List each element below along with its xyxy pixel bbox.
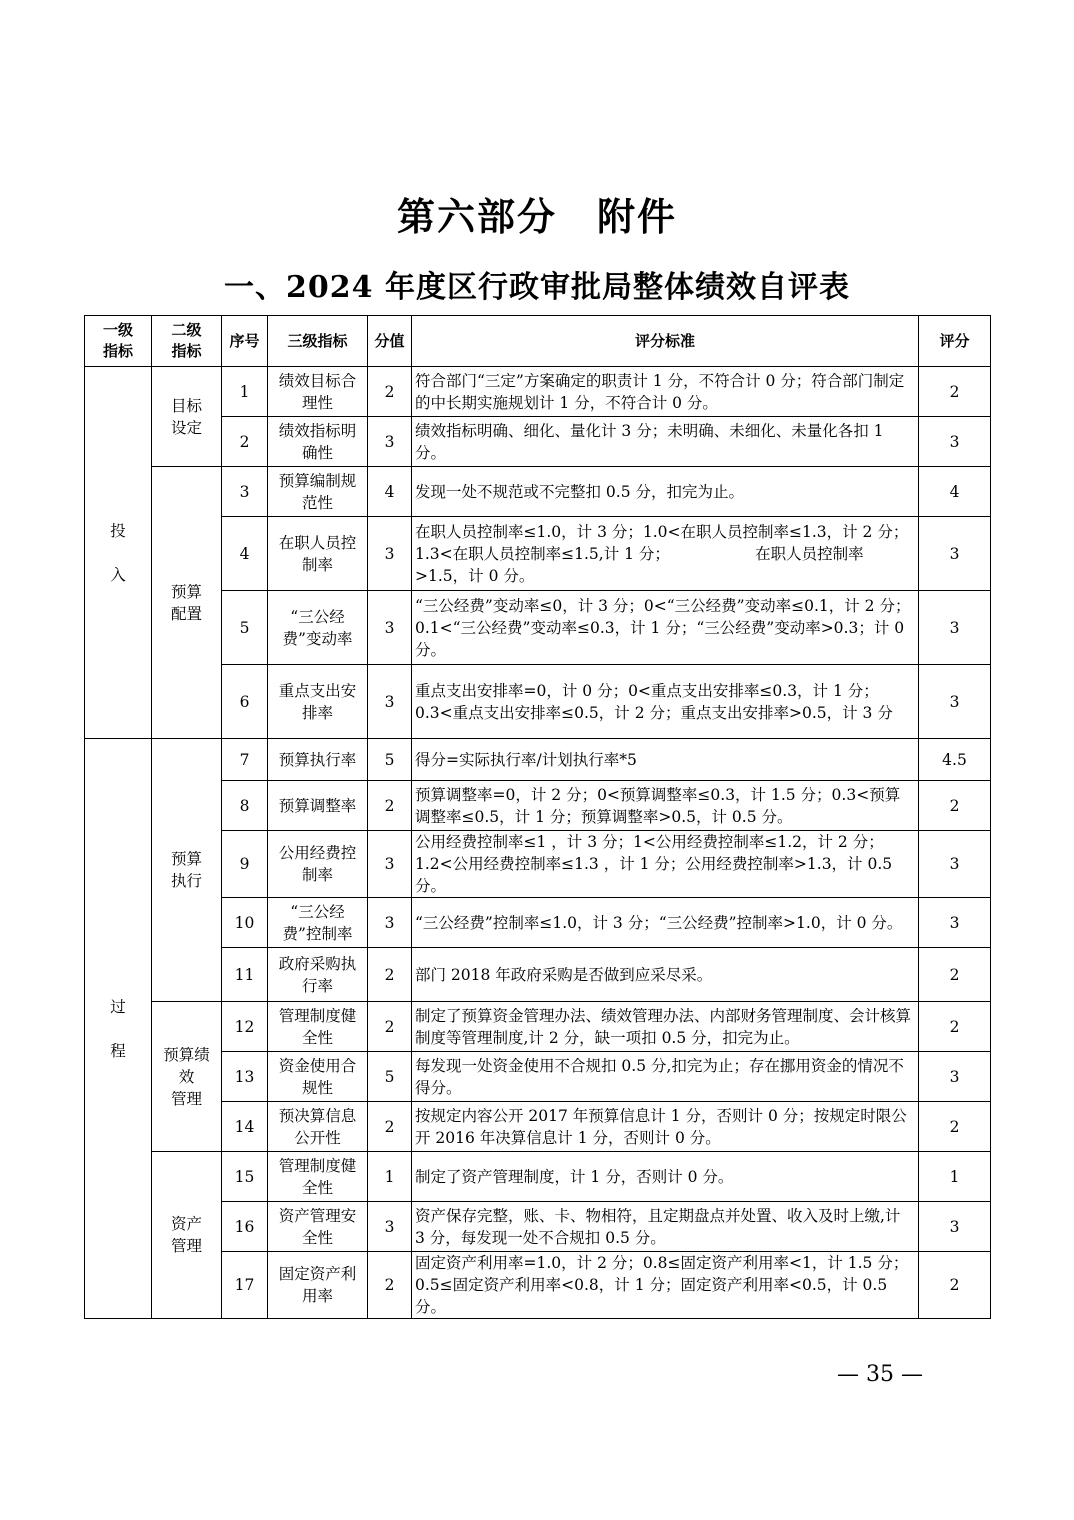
cell-score: 4.5 (919, 739, 991, 781)
page-number: — 35 — (837, 1362, 923, 1387)
cell-score: 3 (919, 417, 991, 467)
cell-criteria: 重点支出安排率=0，计 0 分；0<重点支出安排率≤0.3，计 1 分；0.3<重点支出安排率≤0.5，计 2 分；重点支出安排率>0.5，计 3 分 (412, 665, 919, 739)
cell-level3-name: 在职人员控 制率 (268, 517, 368, 591)
table-row (85, 467, 991, 517)
cell-criteria: 发现一处不规范或不完整扣 0.5 分，扣完为止。 (412, 467, 919, 517)
cell-level3-name: 预算编制规 范性 (268, 467, 368, 517)
level2-budget_exec: 预算 执行 (152, 739, 222, 1002)
cell-level3-name: 预算调整率 (268, 781, 368, 831)
cell-criteria: 部门 2018 年政府采购是否做到应采尽采。 (412, 948, 919, 1002)
cell-criteria: 得分=实际执行率/计划执行率*5 (412, 739, 919, 781)
cell-seq: 13 (222, 1052, 268, 1102)
cell-score: 2 (919, 1252, 991, 1319)
cell-level3-name: 管理制度健 全性 (268, 1002, 368, 1052)
cell-score: 3 (919, 665, 991, 739)
cell-criteria: “三公经费”控制率≤1.0，计 3 分；“三公经费”控制率>1.0，计 0 分。 (412, 898, 919, 948)
cell-score: 2 (919, 781, 991, 831)
header-criteria: 评分标准 (412, 316, 919, 367)
cell-score: 2 (919, 367, 991, 417)
table-title: 一、2024 年度区行政审批局整体绩效自评表 (224, 270, 850, 305)
cell-level3-name: 预算执行率 (268, 739, 368, 781)
cell-score-value: 3 (368, 665, 412, 739)
cell-score: 2 (919, 948, 991, 1002)
cell-score-value: 4 (368, 467, 412, 517)
cell-criteria: 预算调整率=0，计 2 分；0<预算调整率≤0.3，计 1.5 分；0.3<预算调整率≤0.5，计 1 分；预算调整率>0.5，计 0.5 分。 (412, 781, 919, 831)
cell-score-value: 2 (368, 1002, 412, 1052)
cell-score-value: 2 (368, 1102, 412, 1152)
cell-level3-name: 重点支出安 排率 (268, 665, 368, 739)
cell-seq: 14 (222, 1102, 268, 1152)
cell-criteria: 符合部门“三定”方案确定的职责计 1 分，不符合计 0 分；符合部门制定的中长期实施规划计 1 分，不符合计 0 分。 (412, 367, 919, 417)
cell-seq: 8 (222, 781, 268, 831)
table-row (85, 1152, 991, 1202)
header-seq: 序号 (222, 316, 268, 367)
level2-budget_perf: 预算绩 效 管理 (152, 1002, 222, 1152)
cell-score-value: 2 (368, 781, 412, 831)
header-level2: 二级 指标 (152, 316, 222, 367)
cell-criteria: 在职人员控制率≤1.0，计 3 分；1.0<在职人员控制率≤1.3，计 2 分；1.3<在职人员控制率≤1.5,计 1 分； 在职人员控制率>1.5，计 0 分。 (412, 517, 919, 591)
level1-input (85, 367, 152, 739)
level2-budget_config: 预算 配置 (152, 467, 222, 739)
cell-level3-name: 政府采购执 行率 (268, 948, 368, 1002)
cell-seq: 16 (222, 1202, 268, 1252)
cell-score-value: 5 (368, 1052, 412, 1102)
performance-table (84, 315, 991, 1319)
cell-seq: 3 (222, 467, 268, 517)
level1-char: 入 (110, 565, 126, 584)
header-level1: 一级 指标 (85, 316, 152, 367)
level1-char: 过 (110, 997, 126, 1016)
cell-score: 3 (919, 517, 991, 591)
cell-level3-name: 资产管理安 全性 (268, 1202, 368, 1252)
cell-level3-name: 绩效目标合 理性 (268, 367, 368, 417)
level1-process (85, 739, 152, 1319)
cell-score-value: 5 (368, 739, 412, 781)
cell-score-value: 3 (368, 1202, 412, 1252)
cell-score: 1 (919, 1152, 991, 1202)
cell-score: 2 (919, 1102, 991, 1152)
cell-criteria: 公用经费控制率≤1 ，计 3 分；1<公用经费控制率≤1.2，计 2 分；1.2<公用经费控制率≤1.3 ，计 1 分；公用经费控制率>1.3，计 0.5 分。 (412, 831, 919, 898)
level1-char: 程 (110, 1041, 126, 1060)
cell-score: 3 (919, 1202, 991, 1252)
cell-seq: 6 (222, 665, 268, 739)
cell-score: 3 (919, 591, 991, 665)
cell-seq: 5 (222, 591, 268, 665)
cell-score: 4 (919, 467, 991, 517)
cell-criteria: 绩效指标明确、细化、量化计 3 分；未明确、未细化、未量化各扣 1 分。 (412, 417, 919, 467)
cell-score-value: 3 (368, 591, 412, 665)
cell-level3-name: 固定资产利 用率 (268, 1252, 368, 1319)
cell-criteria: 每发现一处资金使用不合规扣 0.5 分,扣完为止；存在挪用资金的情况不得分。 (412, 1052, 919, 1102)
cell-seq: 17 (222, 1252, 268, 1319)
cell-criteria: 资产保存完整，账、卡、物相符，且定期盘点并处置、收入及时上缴,计 3 分，每发现一处不合规扣 0.5 分。 (412, 1202, 919, 1252)
header-score-value: 分值 (368, 316, 412, 367)
cell-criteria: 按规定内容公开 2017 年预算信息计 1 分，否则计 0 分；按规定时限公开 2016 年决算信息计 1 分，否则计 0 分。 (412, 1102, 919, 1152)
cell-seq: 12 (222, 1002, 268, 1052)
level2-asset_mgmt: 资产 管理 (152, 1152, 222, 1319)
cell-criteria: “三公经费”变动率≤0，计 3 分；0<“三公经费”变动率≤0.1，计 2 分；0.1<“三公经费”变动率≤0.3，计 1 分；“三公经费”变动率>0.3；计 0 分。 (412, 591, 919, 665)
cell-level3-name: 资金使用合 规性 (268, 1052, 368, 1102)
cell-score: 3 (919, 898, 991, 948)
cell-score-value: 2 (368, 367, 412, 417)
cell-seq: 1 (222, 367, 268, 417)
cell-level3-name: 公用经费控 制率 (268, 831, 368, 898)
cell-score-value: 2 (368, 948, 412, 1002)
table-row (85, 367, 991, 417)
table-body (85, 367, 991, 1319)
cell-score-value: 1 (368, 1152, 412, 1202)
cell-score-value: 3 (368, 898, 412, 948)
cell-score: 3 (919, 1052, 991, 1102)
table-row (85, 1002, 991, 1052)
level2-target: 目标 设定 (152, 367, 222, 467)
cell-level3-name: 预决算信息 公开性 (268, 1102, 368, 1152)
page-title: 第六部分 附件 (396, 194, 677, 239)
cell-criteria: 制定了预算资金管理办法、绩效管理办法、内部财务管理制度、会计核算制度等管理制度,计 2 分，缺一项扣 0.5 分，扣完为止。 (412, 1002, 919, 1052)
cell-score-value: 3 (368, 517, 412, 591)
cell-score: 2 (919, 1002, 991, 1052)
cell-level3-name: “三公经 费”控制率 (268, 898, 368, 948)
cell-seq: 4 (222, 517, 268, 591)
cell-score-value: 2 (368, 1252, 412, 1319)
header-level3: 三级指标 (268, 316, 368, 367)
cell-score: 3 (919, 831, 991, 898)
cell-seq: 15 (222, 1152, 268, 1202)
cell-criteria: 固定资产利用率=1.0，计 2 分；0.8≤固定资产利用率<1，计 1.5 分；0.5≤固定资产利用率<0.8，计 1 分；固定资产利用率<0.5，计 0.5 分。 (412, 1252, 919, 1319)
cell-seq: 2 (222, 417, 268, 467)
table-row (85, 739, 991, 781)
cell-level3-name: “三公经 费”变动率 (268, 591, 368, 665)
cell-seq: 10 (222, 898, 268, 948)
cell-seq: 9 (222, 831, 268, 898)
cell-criteria: 制定了资产管理制度，计 1 分，否则计 0 分。 (412, 1152, 919, 1202)
cell-seq: 7 (222, 739, 268, 781)
header-score: 评分 (919, 316, 991, 367)
cell-score-value: 3 (368, 831, 412, 898)
cell-level3-name: 管理制度健 全性 (268, 1152, 368, 1202)
cell-level3-name: 绩效指标明 确性 (268, 417, 368, 467)
cell-seq: 11 (222, 948, 268, 1002)
level1-char: 投 (110, 521, 126, 540)
header-row (85, 316, 991, 367)
cell-score-value: 3 (368, 417, 412, 467)
